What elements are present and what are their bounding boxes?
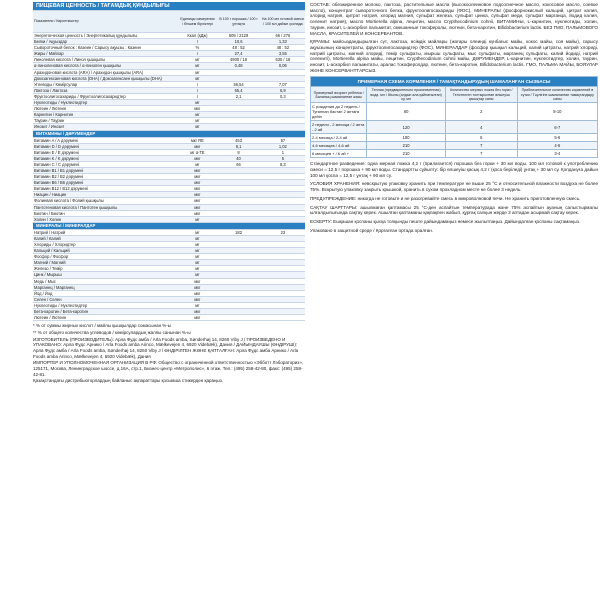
- nutrient-name: Железо / Темір: [33, 266, 178, 272]
- feeding-count: 5-6: [517, 134, 597, 142]
- value-100ml: 1: [261, 149, 305, 155]
- feeding-row: [311, 103, 598, 121]
- value-100ml: 57: [261, 137, 305, 143]
- feeding-count: 8-10: [517, 103, 597, 121]
- importer-info: ИМПОРТЕР И УПОЛНОМОЧЕННАЯ ОРГАНИЗАЦИЯ В РФ: Общество с ограниченной ответственностью «Эбботт Лэбораториз», 125171, Москва, Ленинградское шоссе, д.16А, стр.1, Бизнес-центр «Метрополис», 6 этаж. Тел.: (495) 258-42-80, факс: (495) 258-42-81.: [33, 360, 304, 377]
- manufacturer-info: ИЗГОТОВИТЕЛЬ (ПРОИЗВОДИТЕЛЬ): Арла Фудс амба / Arla Foods amba, Sønderhøj 14, 8260 Viby J / ПРОИЗВЕДЕНО И УПАКОВАНО: Арла Фудс Арнико / Arla Foods amba Arinco, Mælkevejen 4, 6920 Videbæk), Дания / ДАЙЫНДАУШЫ (ӨНДІРУШІ): Арла Фудс амба / Arla Foods amba, Sønderhøj 14, 8260 Viby J / ӨНДІРІЛГЕН ЖӘНЕ ҚАПТАЛҒАН: Арла Фудс амба Арнико / Arla Foods amba Arinco, Mælkevejen 4, 6920 Videbæk), Дания: [33, 336, 299, 359]
- nutrient-unit: мкг: [178, 278, 216, 284]
- nutrient-name: Йод / Йод: [33, 290, 178, 296]
- feeding-water: 60: [367, 103, 445, 121]
- nutrition-row: [33, 315, 305, 321]
- nutrient-unit: Ккал (кДж): [178, 33, 216, 39]
- value-100ml: 48 : 52: [261, 45, 305, 51]
- value-100ml: 0,06: [261, 63, 305, 69]
- feeding-row: [311, 142, 598, 150]
- value-100g: 509 / 2129: [216, 33, 260, 39]
- nutrient-unit: мг: [178, 272, 216, 278]
- nutrient-unit: мг: [178, 112, 216, 118]
- feeding-headers: [311, 87, 598, 103]
- value-100g: 56,54: [216, 81, 260, 87]
- value-100ml: 3,55: [261, 51, 305, 57]
- nutrient-unit: мкг: [178, 167, 216, 173]
- nutrient-name: Натрий / Натрий: [33, 229, 178, 235]
- nutrient-name: Селен / Селен: [33, 296, 178, 302]
- storage-conditions: УСЛОВИЯ ХРАНЕНИЯ: невскрытую упаковку хранить при температуре не выше 25 °С и относительной влажности воздуха не более 75%. Вскрытую упаковку закрыть крышкой, хранить в сухом прохладном месте не более 3 недель.: [310, 181, 598, 193]
- col-header-100ml: На 100 мл готовой смеси / 100 мл дайын қоспада: [261, 11, 305, 33]
- nutrient-name: Витамин E / E дәрумені: [33, 149, 178, 155]
- value-100g: 0,48: [216, 63, 260, 69]
- nutrient-unit: мкг: [178, 174, 216, 180]
- value-100g: 10,6: [216, 39, 260, 45]
- value-100g: 4900 / 18: [216, 57, 260, 63]
- feeding-table: [310, 76, 598, 158]
- nutrient-name: Магний / Магний: [33, 260, 178, 266]
- feeding-age: 4-6 месяцев / 4-6 ай: [311, 142, 367, 150]
- value-100ml: 1,33: [261, 39, 305, 45]
- feeding-row: [311, 150, 598, 158]
- value-100ml: 1,02: [261, 143, 305, 149]
- nutrient-name: Витамин B12 / B12 дәрумені: [33, 186, 178, 192]
- nutrient-unit: мг: [178, 260, 216, 266]
- nutrient-name: Жиры / Майлар: [33, 51, 178, 57]
- packed-note: Упаковано в защитной среде / Қорғалған ортада оралған.: [310, 227, 434, 233]
- nutrient-name: Пантотеновая кислота / Пантотен қышқылы: [33, 204, 178, 210]
- nutrient-unit: мкг: [178, 284, 216, 290]
- nutrient-unit: мкг: [178, 186, 216, 192]
- nutrient-name: Хлориды / Хлоридтер: [33, 242, 178, 248]
- feeding-count: 3-4: [517, 150, 597, 158]
- nutrient-name: Ниацин / Ниацин: [33, 192, 178, 198]
- nutrient-unit: мг: [178, 302, 216, 308]
- nutrient-unit: мг: [178, 69, 216, 75]
- value-100g: 8,1: [216, 143, 260, 149]
- footnotes: [33, 323, 305, 384]
- warning-kz: ЕСКЕРТУ: Ешқашан қоспаны қысқа толқынды пеште дайындамаңыз немесе жылытпаңыз. Дайындалған қоспаны сақтамаңыз.: [310, 218, 581, 224]
- nutrient-name: Витамин B6 / B6 дәрумені: [33, 180, 178, 186]
- nutrition-table: [33, 2, 305, 321]
- value-100ml: [261, 315, 305, 321]
- feeding-header-age: Примерный возраст ребенка / Баланың шамаланған жасы: [311, 87, 367, 103]
- value-100ml: 7,07: [261, 81, 305, 87]
- nutrient-unit: мг: [178, 235, 216, 241]
- nutrient-name: Нуклеотиды / Нуклеотидтер: [33, 100, 178, 106]
- footnote-fatty-acids: * % от суммы жирных кислот / майлы қышқылдар сомасынан %-ы: [33, 323, 172, 329]
- value-100ml: 23: [261, 229, 305, 235]
- nutrient-unit: мкг: [178, 155, 216, 161]
- nutrient-name: Фосфор / Фосфор: [33, 254, 178, 260]
- value-100g: 40: [216, 155, 260, 161]
- composition-column: [310, 2, 598, 598]
- nutrient-name: Бета-каротин / Бета-каротин: [33, 309, 178, 315]
- nutrient-unit: мг: [178, 254, 216, 260]
- nutrient-name: Нуклеотиды / Нуклеотидтер: [33, 302, 178, 308]
- nutrient-name: Медь / Мыс: [33, 278, 178, 284]
- nutrient-unit: мг: [178, 229, 216, 235]
- value-100g: 66: [216, 161, 260, 167]
- nutrient-unit: г: [178, 87, 216, 93]
- feeding-spoons: 7: [445, 142, 517, 150]
- nutrient-name: Белки / Ақуыздар: [33, 39, 178, 45]
- nutrient-name: Витамин B1 / B1 дәрумені: [33, 167, 178, 173]
- nutrient-unit: мг: [178, 63, 216, 69]
- nutrition-column-headers: [33, 11, 305, 33]
- nutrient-unit: г: [178, 93, 216, 99]
- feeding-spoons: 6: [445, 134, 517, 142]
- value-100g: 48 : 52: [216, 45, 260, 51]
- dilution-notes: Стандартное разведение: одна мерная ложка 4,2 г (прилагается) порошка без горки + 30 мл воды. 100 мл готовой к употреблению смеси = 12,5 г порошка + 90 мл воды. Стандартты сұйылту: бір өлшеуіш қасық 4,2 г (қоса беріледі) ұнтақ + 30 мл су. Қолдануға дайын 100 мл қоспа = 12,5 г ұнтақ + 90 мл су.: [310, 161, 598, 178]
- value-100g: 8: [216, 149, 260, 155]
- nutrient-unit: мг: [178, 118, 216, 124]
- feeding-row: [311, 121, 598, 134]
- nutrient-name: Кальций / Кальций: [33, 248, 178, 254]
- nutrient-unit: мкг: [178, 210, 216, 216]
- nutrient-unit: мкг: [178, 309, 216, 315]
- nutrient-name: Лактоза / Лактоза: [33, 87, 178, 93]
- nutrient-name: Фруктоолигосахариды / Фруктоолигосахаридтер: [33, 93, 178, 99]
- nutrient-unit: мкг: [178, 315, 216, 321]
- value-100g: 182: [216, 229, 260, 235]
- feeding-water: 210: [367, 142, 445, 150]
- nutrient-unit: мг: [178, 75, 216, 81]
- nutrient-name: Витамин B2 / B2 дәрумені: [33, 174, 178, 180]
- value-100g: 55,4: [216, 87, 260, 93]
- value-100ml: 66 / 276: [261, 33, 305, 39]
- nutrient-unit: мг: [178, 57, 216, 63]
- nutrient-name: Витамин D / D дәрумені: [33, 143, 178, 149]
- nutrient-unit: мкг: [178, 192, 216, 198]
- feeding-age: 2 недели - 2 месяца / 2 апта - 2 ай: [311, 121, 367, 134]
- feeding-water: 120: [367, 121, 445, 134]
- value-100ml: 5: [261, 155, 305, 161]
- nutrient-name: Лютеин / Лютеин: [33, 315, 178, 321]
- distributor-info: Қазақстандағы дистрибьюторлардың байланыс ақпараттары қосымша стикерден қараңыз.: [33, 378, 224, 384]
- value-100g: [216, 315, 260, 321]
- nutrient-unit: мкг: [178, 296, 216, 302]
- col-header-indicator: Показатели / Көрсеткіштер: [33, 11, 178, 33]
- nutrient-unit: г: [178, 51, 216, 57]
- feeding-spoons: 7: [445, 150, 517, 158]
- nutrient-unit: мг: [178, 161, 216, 167]
- feeding-spoons: 4: [445, 121, 517, 134]
- nutrient-name: Арахидоновая кислота (ARA) / Арахидон қышқылы (ARA): [33, 69, 178, 75]
- feeding-row: [311, 134, 598, 142]
- nutrient-unit: мкг RE: [178, 137, 216, 143]
- nutrient-name: Калий / Калий: [33, 235, 178, 241]
- nutrient-unit: мг: [178, 124, 216, 130]
- nutrient-unit: мг: [178, 248, 216, 254]
- nutrient-name: Витамин C / C дәрумені: [33, 161, 178, 167]
- nutrient-name: Энергетическая ценность / Энергетикалық құндылығы: [33, 33, 178, 39]
- nutrient-unit: мкг: [178, 143, 216, 149]
- nutrient-unit: мкг: [178, 180, 216, 186]
- feeding-water: 180: [367, 134, 445, 142]
- nutrient-unit: мкг: [178, 290, 216, 296]
- value-100g: 2,1: [216, 93, 260, 99]
- feeding-age: 2-4 месяца / 2-4 ай: [311, 134, 367, 142]
- feeding-count: 6-7: [517, 121, 597, 134]
- nutrient-unit: г: [178, 81, 216, 87]
- nutrition-title: ПИЩЕВАЯ ЦЕННОСТЬ / ТАҒАМДЫҚ ҚҰНДЫЛЫҒЫ: [33, 2, 305, 11]
- composition-ru: СОСТАВ: обезжиренное молоко, лактоза, растительные масла (высокоолеиновое подсолнечное масло, кокосовое масло, соевое масло), концентрат сывороточного белка, фруктоолигосахариды (ФОС), МИНЕРАЛЫ (фосфорнокислый кальций, цитрат калия, хлорид натрия, цитрат натрия, хлорид магния, сульфат железа, сульфат цинка, сульфат меди, сульфат марганца, йодид калия, селенит натрия), масло Mortierella alpina, лецитин, масло Crypthecodinium cohnii, ВИТАМИНЫ, L-карнитин, нуклеотиды, холин, таурин, инозит, L-аскорбил пальмитат, смешанные токоферолы, лютеин, бета-каротин, Bifidobacterium lactis. БЕЗ ГМО, ПАЛЬМОВОГО МАСЛА, КРАСИТЕЛЕЙ И КОНСЕРВАНТОВ.: [310, 2, 598, 36]
- col-header-100g: В 100 г порошка / 100 г ұнтақта: [216, 11, 260, 33]
- nutrient-name: Сывороточный белок : Казеин / Сарысу ақуызы : Казеин: [33, 45, 178, 51]
- nutrient-name: Витамин K / K дәрумені: [33, 155, 178, 161]
- nutrient-name: Линолевая кислота / Линол қышқылы: [33, 57, 178, 63]
- col-header-unit: Единицы измерения / Өлшем бірліктері: [178, 11, 216, 33]
- nutrient-name: Карнитин / Карнитин: [33, 112, 178, 118]
- minerals-section-header: МИНЕРАЛЫ / МИНЕРАЛДАР: [33, 222, 305, 229]
- nutrient-name: Лютеин / Лютеин: [33, 106, 178, 112]
- nutrient-name: Углеводы / Көмірсулар: [33, 81, 178, 87]
- feeding-header-water: Теплая (предварительно прокипяченная) вода, мл / Жылы (алдын ала қайнатылған) су, мл: [367, 87, 445, 103]
- nutrient-name: Холин / Холин: [33, 216, 178, 222]
- vitamins-section-header: ВИТАМИНЫ / ДӘРУМЕНДЕР: [33, 130, 305, 137]
- value-100g: 453: [216, 137, 260, 143]
- nutrition-column: [33, 2, 305, 598]
- nutrient-name: Таурин / Таурин: [33, 118, 178, 124]
- value-100ml: 8,3: [261, 161, 305, 167]
- nutrient-unit: мг: [178, 242, 216, 248]
- feeding-title: ПРИМЕРНАЯ СХЕМА КОРМЛЕНИЯ / ТАМАҚТАНДЫРУДЫҢ ШАМАЛАНҒАН СЫЗБАСЫ: [311, 77, 598, 87]
- value-100ml: 630 / 18: [261, 57, 305, 63]
- storage-conditions-kz: САҚТАУ ШАРТТАРЫ: ашылмаған қаптамасы 25 °С-ден аспайтын температурада және 75% аспайтын ауаның салыстырмалы ылғалдылығында сақтау керек. Ашылған қаптаманы қақпақпен жабып, құрғақ салқын жерде 3 аптадан асырмай сақтау керек.: [310, 204, 598, 216]
- feeding-water: 210: [367, 150, 445, 158]
- nutrient-unit: мкг: [178, 106, 216, 112]
- nutrient-name: Марганец / Марганец: [33, 284, 178, 290]
- nutrient-unit: мкг: [178, 198, 216, 204]
- nutrient-name: Биотин / Биотин: [33, 210, 178, 216]
- footnote-carbs: ** % от общего количества углеводов / көмірсулардың жалпы санынан %-ы: [33, 330, 191, 335]
- value-100g: 27,4: [216, 51, 260, 57]
- nutrient-name: Докозагексаеновая кислота (DHA) / Докозагексаен қышқылы (DHA): [33, 75, 178, 81]
- nutrient-unit: %: [178, 45, 216, 51]
- nutrient-unit: мг α-TE: [178, 149, 216, 155]
- value-100ml: 0,3: [261, 93, 305, 99]
- feeding-count: 4-5: [517, 142, 597, 150]
- nutrient-name: Инозит / Инозит: [33, 124, 178, 130]
- nutrient-name: Витамин A / A дәрумені: [33, 137, 178, 143]
- side-vertical-text: [0, 0, 30, 600]
- nutrient-unit: мг: [178, 216, 216, 222]
- nutrient-unit: мг: [178, 266, 216, 272]
- nutrient-unit: г: [178, 39, 216, 45]
- nutrient-name: Цинк / Мырыш: [33, 272, 178, 278]
- composition-kz: ҚҰРАМЫ: майсыздандырылған сүт, лактоза, өсімдік майлары (жоғары олеинді күнбағыс майы, кокос майы, соя майы), сарысу ақуызының концентраты, фруктоолигосахаридтер (ФОС), МИНЕРАЛДАР (фосфор қышқыл кальций, калий цитраты, натрий хлориді, натрий цитраты, магний хлориді, темір сульфаты, мырыш сульфаты, мыс сульфаты, марганец сульфаты, калий йодиді, натрий селениті), Mortierella alpina майы, лецитин, Crypthecodinium cohnii майы, ДӘРУМЕНДЕР, L-карнитин, нуклеотидтер, холин, таурин, инозит, L-аскорбил пальмитаты, аралас токоферолдар, лютеин, бета-каротин, Bifidobacterium lactis. ГМО, ПАЛЬМА МАЙЫ, БОЯУЛАР ЖӘНЕ КОНСЕРВАНТТАРСЫЗ.: [310, 39, 598, 73]
- feeding-age: 6 месяцев + / 6 ай +: [311, 150, 367, 158]
- nutrient-unit: мкг: [178, 204, 216, 210]
- nutrient-name: α-линоленовая кислота / α-линолен қышқылы: [33, 63, 178, 69]
- nutrient-unit: мг: [178, 100, 216, 106]
- warning: ПРЕДУПРЕЖДЕНИЕ: никогда не готовьте и не разогревайте смесь в микроволновой печи. Не хранить приготовленную смесь.: [310, 195, 581, 201]
- feeding-header-feeds: Приблизительное количество кормлений в сутки / Тәулігіне шамаланған тамақтандыру саны: [517, 87, 597, 103]
- feeding-header-spoons: Количество мерных ложек без горки / Тегістелген толтырылған өлшеуіш қасықтар саны: [445, 87, 517, 103]
- nutrient-name: Фолиевая кислота / Фолий қышқылы: [33, 198, 178, 204]
- value-100ml: 6,9: [261, 87, 305, 93]
- feeding-spoons: 2: [445, 103, 517, 121]
- feeding-age: С рождения до 2 недель / Туғаннан бастап 2 аптаға дейін: [311, 103, 367, 121]
